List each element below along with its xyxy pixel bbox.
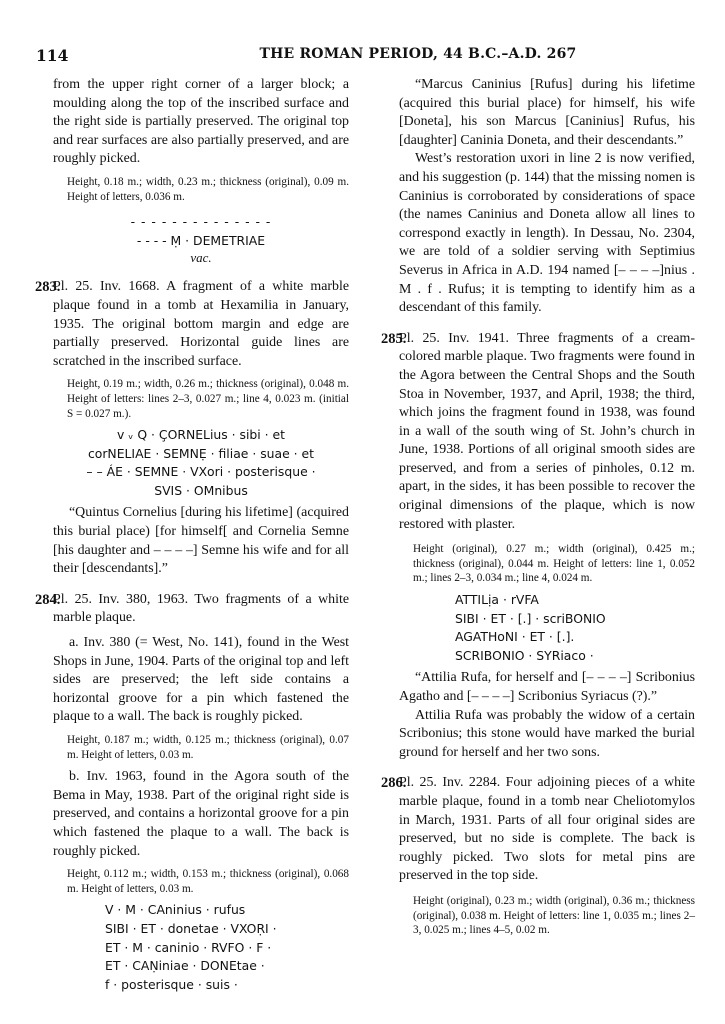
inscription-line: AGATHoNI · ET · [.]. [455, 629, 575, 645]
entry-description: Pl. 25. Inv. 1941. Three fragments of a cream-colored marble plaque. Two fragments were found in the Agora between the Central Shops and the South Stoa in November, 1937, and April, 1938; the third, which joins the fragment found in 1938, was found in a wall of the south wing of St. John’s church in June, 1938. Portions of all original smooth sides are preserved, and from a series of pinholes, 0.12 m. apart, in the sides, it has been possible to recover the original dimensions of the plaque, which is now restored with plaster. [399, 330, 695, 532]
entry-measurements: Height (original), 0.23 m.; width (original), 0.36 m.; thickness (original), 0.038 m. Height of letters: line 1, 0.035 m.; lines 2–3, 0.025 m.; lines 4–5, 0.02 m. [413, 894, 695, 937]
inscription-line: SIBI · ET · donetae · VXOṚI · [105, 920, 277, 936]
entry-measurements: Height, 0.19 m.; width, 0.26 m.; thickness (original), 0.048 m. Height of letters: lines 2–3, 0.027 m.; line 4, 0.023 m. (initial S = 0.027 m.). [67, 378, 349, 420]
entry-description: Pl. 25. Inv. 380, 1963. Two fragments of a white marble plaque. [53, 591, 349, 626]
continued-entry-text: from the upper right corner of a larger block; a moulding along the top of the inscribed surface and the right side is partially preserved. The original top and rear surfaces are also partially preserved, and are roughly picked. [53, 77, 349, 167]
inscription-line: corNELIAE · SEMNẸ · filiae · suae · et [87, 445, 315, 461]
right-column [381, 76, 695, 938]
fragment-a-description: a. Inv. 380 (= West, No. 141), found in the West Shops in June, 1904. Parts of the original top and left sides are preserved; the left side contains a horizontal groove for a pin which fastened the plaque to a wall. The back is roughly picked. [53, 635, 349, 725]
inscription-line: SCRIBONIO · SYRiaco · [455, 647, 594, 663]
inscription-line: ET · M · caninio · RVFO · F · [105, 939, 272, 955]
left-column [35, 76, 349, 994]
entry-284-commentary: West’s restoration uxori in line 2 is now verified, and his suggestion (p. 144) that the missing nomen is Caninius is corroborated by considerations of space (the names Caninius and Doneta allow all lines to correspond exactly in length). In Dessau, No. 2304, we are told of a soldier serving with Septimius Severus in Africa in A.D. 194 named [– – – –]nius . M . f . Rufus; it is tempting to identify him as a descendant of this family. [399, 151, 695, 316]
inscription-line: SIBI · ET · [.] · scriBONIO [455, 610, 606, 626]
entry-inscription [399, 591, 695, 665]
running-title: THE ROMAN PERIOD, 44 B.C.–A.D. 267 [259, 46, 577, 62]
entry-number: 283. [35, 279, 61, 296]
inscription-line: – – ÁE · SEMNE · VXori · posterisque · [86, 464, 316, 480]
vacat-note: vac. [190, 250, 212, 266]
inscription-line: V · M · CAninius · rufus [105, 902, 246, 918]
entry-284-translation: “Marcus Caninius [Rufus] during his lifetime (acquired this burial place) for himself, his wife [Doneta], his son Marcus [Caninius] Rufus, his [daughter] Caninia Doneta, and their descendants.” [399, 77, 695, 148]
continued-entry-measurements: Height, 0.18 m.; width, 0.23 m.; thickness (original), 0.09 m. Height of letters, 0.036 m. [67, 175, 349, 203]
continued-entry-inscription [53, 213, 349, 250]
entry-285 [381, 330, 695, 763]
entry-commentary: Attilia Rufa was probably the widow of a certain Scribonius; this stone would have marked the burial ground for herself and her two sons. [399, 707, 695, 760]
entry-283 [35, 278, 349, 579]
inscription-line: v ᵥ Q · ÇORNELius · sibi · et [116, 427, 286, 443]
inscription-line: - - - - - - - - - - - - - - [130, 214, 272, 230]
entry-286 [381, 774, 695, 937]
inscription-line: ET · CAṆiniae · DONEtae · [105, 958, 265, 974]
fragment-b-measurements: Height, 0.112 m.; width, 0.153 m.; thickness (original), 0.068 m. Height of letters, 0.03 m. [67, 868, 349, 895]
entry-description: Pl. 25. Inv. 1668. A fragment of a white marble plaque found in a tomb at Hexamilia in January, 1935. The original bottom margin and edge are partially preserved. Horizontal guide lines are scratched in the inscribed surface. [53, 279, 349, 369]
entry-measurements: Height (original), 0.27 m.; width (original), 0.425 m.; thickness (original), 0.044 m. Height of letters: line 1, 0.052 m.; lines 2–3, 0.034 m.; line 4, 0.024 m. [413, 543, 695, 585]
inscription-line: ATTILịa · rVFA [455, 592, 539, 608]
entry-description: Pl. 25. Inv. 2284. Four adjoining pieces of a white marble plaque, found in a tomb near Cheliotomylos in March, 1931. Parts of all four original sides are preserved, but no side is complete. The back is roughly picked. Two slots for metal pins are preserved in the top side. [399, 775, 695, 884]
page-header [36, 46, 700, 66]
inscription-line: SVIS · OMnibus [154, 482, 248, 498]
fragment-b-description: b. Inv. 1963, found in the Agora south of the Bema in May, 1938. Part of the original right side is preserved, and contains a horizontal groove for a pin which fastened the plaque to a wall. The back is roughly picked. [53, 769, 349, 859]
entry-inscription [53, 901, 349, 994]
inscription-line: f · posterisque · suis · [105, 976, 238, 992]
entry-translation: “Quintus Cornelius [during his lifetime] (acquired this burial place) [for himself[ and Cornelia Semne [his daughter and – – – –] Semne his wife and for all their [descendants].” [53, 505, 349, 577]
fragment-a-measurements: Height, 0.187 m.; width, 0.125 m.; thickness (original), 0.07 m. Height of letters, 0.03 m. [67, 734, 349, 761]
entry-number: 284. [35, 591, 61, 608]
entry-inscription [53, 426, 349, 500]
entry-number: 285. [381, 330, 407, 347]
inscription-line: - - - - Ṃ · DEMETRIAE [136, 232, 266, 248]
entry-translation: “Attilia Rufa, for herself and [– – – –] Scribonius Agatho and [– – – –] Scribonius Syriacus (?).” [399, 670, 695, 704]
page-number: 114 [36, 46, 69, 65]
entry-284 [35, 591, 349, 994]
entry-number: 286. [381, 775, 407, 792]
